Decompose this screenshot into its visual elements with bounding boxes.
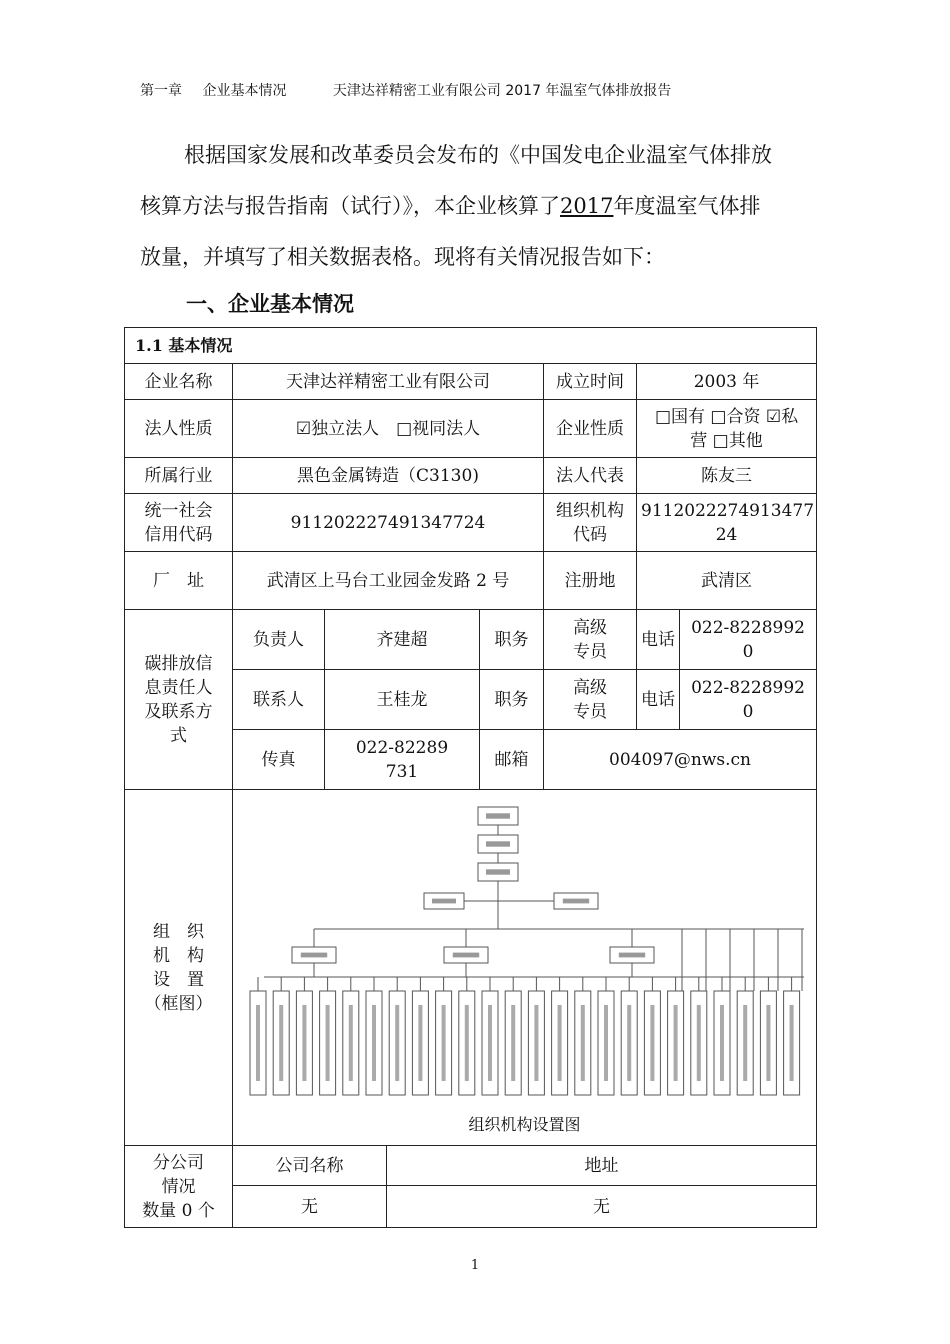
responsible-label: 负责人 — [233, 610, 325, 670]
org-leaf-text-blur — [766, 1005, 770, 1081]
intro-line-2: 核算方法与报告指南（试行）》，本企业核算了2017年度温室气体排 — [140, 194, 761, 218]
intro-line-1: 根据国家发展和改革委员会发布的《中国发电企业温室气体排放 — [184, 143, 772, 167]
founded-value: 2003 年 — [637, 364, 817, 400]
reg-label: 注册地 — [544, 552, 637, 610]
org-leaf-text-blur — [650, 1005, 654, 1081]
contact-duty: 高级 专员 — [544, 670, 637, 730]
company-name: 天津达祥精密工业有限公司 — [233, 364, 544, 400]
enterprise-nature-value: □国有 □合资 ☑私 营 □其他 — [637, 400, 817, 458]
org-box-department-blur — [452, 952, 478, 957]
header-chapter: 第一章 — [140, 83, 182, 99]
org-leaf-text-blur — [534, 1005, 538, 1081]
contact-label: 联系人 — [233, 670, 325, 730]
page-number: 1 — [470, 1258, 480, 1273]
org-code-label: 组织机构 代码 — [544, 494, 637, 552]
legal-rep-label: 法人代表 — [544, 458, 637, 494]
org-leaf-text-blur — [789, 1005, 793, 1081]
address-label: 厂 址 — [125, 552, 233, 610]
carbon-contact-label: 碳排放信 息责任人 及联系方 式 — [125, 610, 233, 790]
org-box-side-right-blur — [562, 898, 588, 903]
basic-info-table — [124, 327, 817, 1228]
org-leaf-text-blur — [673, 1005, 677, 1081]
credit-code-value: 911202227491347724 — [233, 494, 544, 552]
branch-name-value: 无 — [233, 1186, 387, 1228]
org-code-value: 9112022274913477 24 — [637, 494, 817, 552]
contact-name: 王桂龙 — [325, 670, 480, 730]
fax-label: 传真 — [233, 730, 325, 790]
org-box-top-blur — [486, 813, 510, 818]
org-leaf-text-blur — [325, 1005, 329, 1081]
legal-rep-value: 陈友三 — [637, 458, 817, 494]
org-box-level2-blur — [486, 841, 510, 846]
org-leaf-text-blur — [279, 1005, 283, 1081]
intro-year: 2017 — [560, 194, 614, 218]
responsible-duty: 高级 专员 — [544, 610, 637, 670]
org-box-department-blur — [618, 952, 644, 957]
org-structure-label: 组 织 机 构 设 置 （框图） — [125, 790, 233, 1146]
page-header — [140, 80, 840, 100]
fax-value: 022-82289 731 — [325, 730, 480, 790]
org-leaf-text-blur — [720, 1005, 724, 1081]
address-value: 武清区上马台工业园金发路 2 号 — [233, 552, 544, 610]
org-leaf-text-blur — [464, 1005, 468, 1081]
org-leaf-text-blur — [372, 1005, 376, 1081]
org-box-department-blur — [300, 952, 326, 957]
org-leaf-text-blur — [441, 1005, 445, 1081]
contact-phone: 022-8228992 0 — [680, 670, 817, 730]
email-value: 004097@nws.cn — [544, 730, 817, 790]
header-section: 企业基本情况 — [202, 83, 287, 99]
contact-duty-label: 职务 — [480, 670, 544, 730]
org-leaf-text-blur — [696, 1005, 700, 1081]
intro-paragraph — [140, 130, 820, 283]
reg-value: 武清区 — [637, 552, 817, 610]
founded-label: 成立时间 — [544, 364, 637, 400]
org-leaf-text-blur — [256, 1005, 260, 1081]
legal-nature-value: ☑独立法人 □视同法人 — [233, 400, 544, 458]
org-leaf-text-blur — [395, 1005, 399, 1081]
org-leaf-text-blur — [604, 1005, 608, 1081]
industry-value: 黑色金属铸造（C3130) — [233, 458, 544, 494]
org-chart-caption: 组织机构设置图 — [468, 1114, 581, 1134]
branch-name-header: 公司名称 — [233, 1146, 387, 1186]
industry-label: 所属行业 — [125, 458, 233, 494]
intro-line-3: 放量，并填写了相关数据表格。现将有关情况报告如下： — [140, 245, 665, 269]
section-title: 一、企业基本情况 — [186, 291, 354, 316]
org-leaf-text-blur — [302, 1005, 306, 1081]
enterprise-nature-label: 企业性质 — [544, 400, 637, 458]
org-leaf-text-blur — [418, 1005, 422, 1081]
responsible-phone: 022-8228992 0 — [680, 610, 817, 670]
branch-label: 分公司 情况 数量 0 个 — [125, 1146, 233, 1228]
branch-address-header: 地址 — [387, 1146, 817, 1186]
contact-phone-label: 电话 — [637, 670, 680, 730]
credit-code-label: 统一社会 信用代码 — [125, 494, 233, 552]
responsible-name: 齐建超 — [325, 610, 480, 670]
email-label: 邮箱 — [480, 730, 544, 790]
org-leaf-text-blur — [627, 1005, 631, 1081]
company-name-label: 企业名称 — [125, 364, 233, 400]
header-report-title: 天津达祥精密工业有限公司 2017 年温室气体排放报告 — [332, 83, 672, 99]
org-box-level3-blur — [486, 869, 510, 874]
org-leaf-text-blur — [348, 1005, 352, 1081]
org-chart-cell — [233, 790, 817, 1146]
org-leaf-text-blur — [580, 1005, 584, 1081]
responsible-phone-label: 电话 — [637, 610, 680, 670]
table-title: 1.1 基本情况 — [125, 328, 817, 364]
org-leaf-text-blur — [743, 1005, 747, 1081]
org-leaf-text-blur — [557, 1005, 561, 1081]
org-box-side-left-blur — [432, 898, 456, 903]
branch-address-value: 无 — [387, 1186, 817, 1228]
responsible-duty-label: 职务 — [480, 610, 544, 670]
legal-nature-label: 法人性质 — [125, 400, 233, 458]
org-chart-diagram — [244, 799, 806, 1109]
org-leaf-text-blur — [511, 1005, 515, 1081]
org-leaf-text-blur — [488, 1005, 492, 1081]
